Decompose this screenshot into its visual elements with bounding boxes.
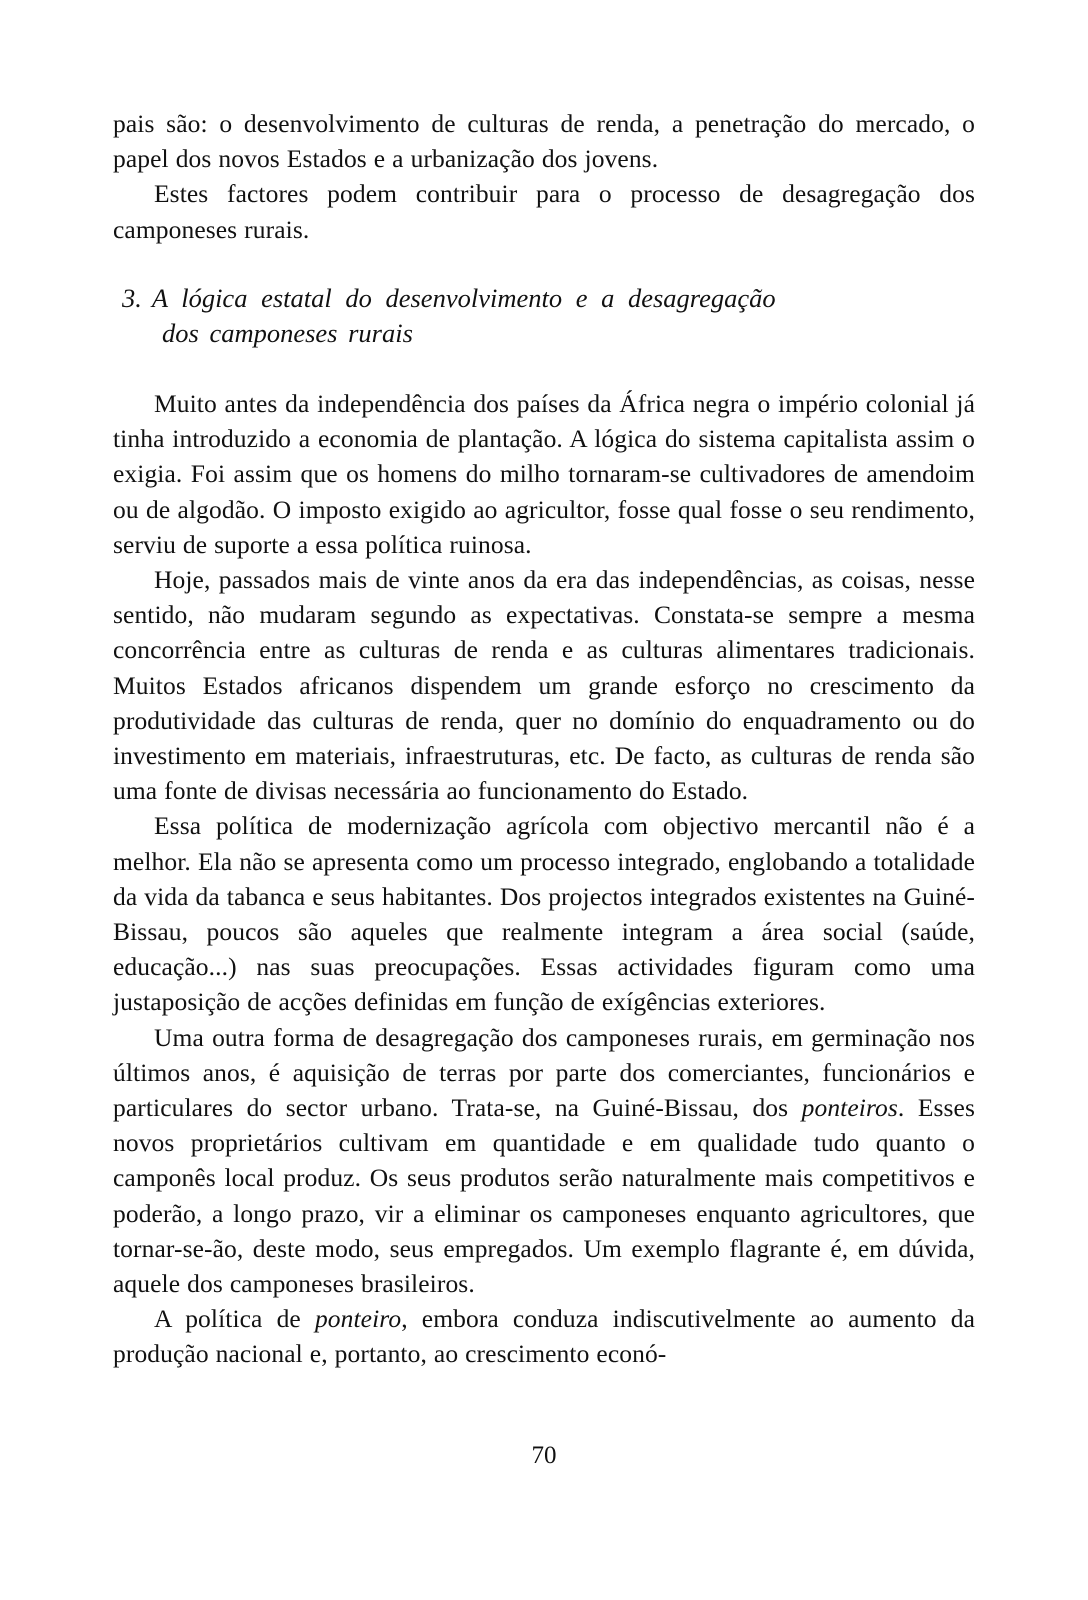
paragraph-a-politica-part-1: A política de — [154, 1304, 315, 1334]
top-text-block — [113, 106, 975, 247]
heading-line-1 — [122, 281, 982, 316]
paragraph-hoje: Hoje, passados mais de vinte anos da era das independências, as coisas, nesse sentido, não mudaram segundo as expectativas. Constata-se sempre a mesma concorrência entre as culturas de renda e as culturas alimentares tradicionais. Muitos Estados africanos dispendem um grande esforço no crescimento da produtividade das culturas de renda, quer no domínio do enquadramento ou do investimento em materiais, infraestruturas, etc. De facto, as culturas de renda são uma fonte de divisas necessária ao funcionamento do Estado. — [113, 565, 975, 806]
body-text-block — [113, 386, 975, 1372]
heading-title-line-2: dos camponeses rurais — [162, 318, 413, 348]
paragraph-a-politica — [113, 1301, 975, 1371]
page-number: 70 — [531, 1442, 557, 1469]
heading-title-line-1: A lógica estatal do desenvolvimento e a desagregação — [151, 283, 776, 313]
paragraph-muito-antes: Muito antes da independência dos países da África negra o império colonial já tinha introduzido a economia de plantação. A lógica do sistema capitalista assim o exigia. Foi assim que os homens do milho tornaram-se cultivadores de amendoim ou de algodão. O imposto exigido ao agricultor, fosse qual fosse o seu rendimento, serviu de suporte a essa política ruinosa. — [113, 389, 975, 559]
paragraph-uma-outra-forma — [113, 1020, 975, 1302]
emphasis-ponteiro: ponteiro — [314, 1304, 402, 1334]
section-heading — [122, 281, 982, 351]
paragraph-a-politica-part-2: , embora conduza indiscutivelmente ao aumento da produção nacional e, portanto, ao crescimento econó- — [113, 1304, 975, 1369]
paragraph-continuation: pais são: o desenvolvimento de culturas de renda, a penetração do mercado, o papel dos novos Estados e a urbanização dos jovens. — [113, 109, 975, 174]
section-heading-text — [122, 281, 982, 351]
paragraph-uma-outra-forma-part-2: . Esses novos proprietários cultivam em quantidade e em qualidade tudo quanto o camponês local produz. Os seus produtos serão naturalmente mais competitivos e poderão, a longo prazo, vir a eliminar os camponeses enquanto agricultores, que tornar-se-ão, deste modo, seus empregados. Um exemplo flagrante é, em dúvida, aquele dos camponeses brasileiros. — [113, 1093, 975, 1299]
heading-number: 3. — [122, 283, 142, 313]
paragraph-estes-factores: Estes factores podem contribuir para o processo de desagregação dos camponeses rurais. — [113, 179, 975, 244]
paragraph-uma-outra-forma-part-1: Uma outra forma de desagregação dos camponeses rurais, em germinação nos últimos anos, é aquisição de terras por parte dos comerciantes, funcionários e particulares do sector urbano. Trata-se, na Guiné-Bissau, dos — [113, 1022, 975, 1123]
emphasis-ponteiros: ponteiros — [801, 1093, 898, 1123]
paragraph-essa-politica: Essa política de modernização agrícola com objectivo mercantil não é a melhor. Ela não se apresenta como um processo integrado, englobando a totalidade da vida da tabanca e seus habitantes. Dos projectos integrados existentes na Guiné-Bissau, poucos são aqueles que realmente integram a área social (saúde, educação...) nas suas preocupações. Essas actividades figuram como uma justaposição de acções definidas em função de exígências exteriores. — [113, 811, 975, 1017]
